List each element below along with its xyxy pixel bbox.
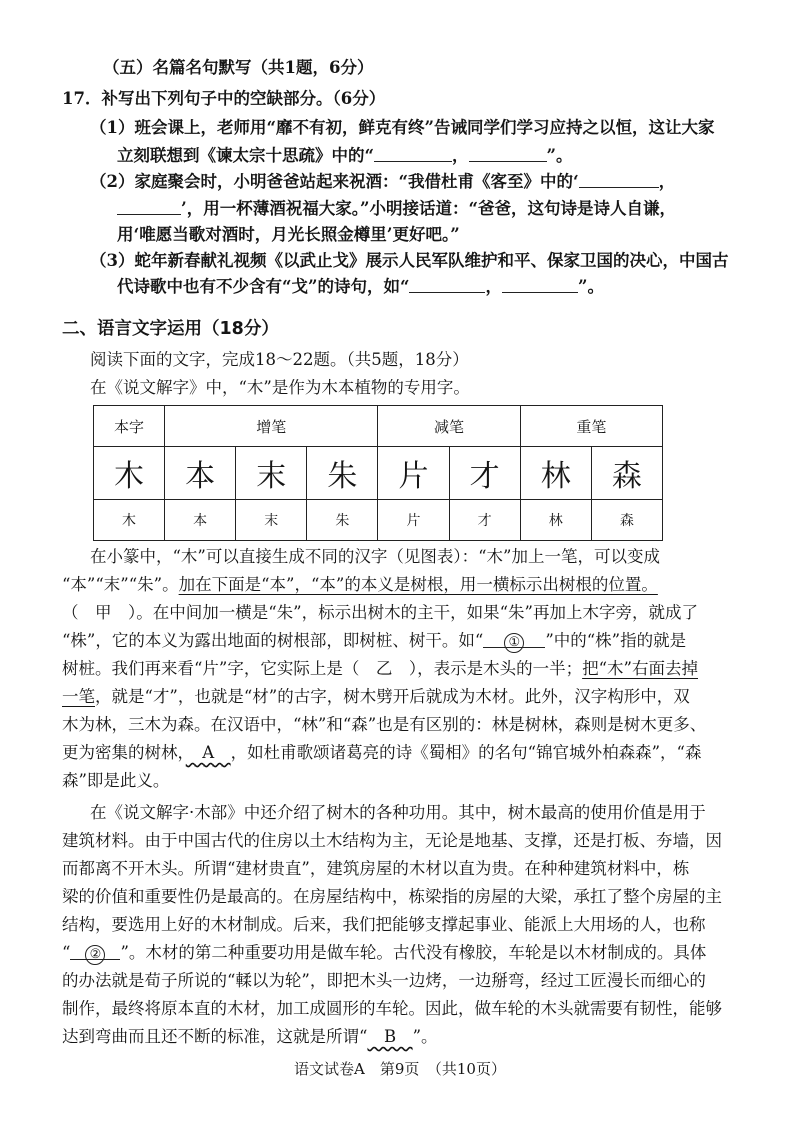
modern-char: 片 [378, 500, 449, 541]
blank-1[interactable] [483, 631, 545, 648]
para1-text: ，如杜甫歌颂诸葛亮的诗《蜀相》的名句“锦官城外柏森森”，“森 [230, 743, 702, 762]
modern-char: 本 [165, 500, 236, 541]
para2-text: “ [62, 943, 71, 962]
circled-number-1: ① [504, 633, 524, 653]
question-17-stem: 17．补写出下列句子中的空缺部分。（6分） [62, 89, 386, 108]
para1-text: 树桩。我们再来看“片”字，它实际上是（ 乙 ），表示是木头的一半； [62, 659, 583, 678]
q17-part2-line2 [117, 198, 676, 220]
para2-line: 而都离不开木头。所谓“建材贵直”，建筑房屋的木材以直为贵。在种种建筑材料中，栋 [62, 859, 690, 878]
q17-part1-line2 [117, 145, 573, 167]
para1-line: 木为林，三木为森。在汉语中，“林”和“森”也是有区别的：林是树林，森则是树木更多、 [62, 715, 707, 734]
seal-glyph: 才 [449, 447, 520, 500]
modern-char: 末 [236, 500, 307, 541]
q17-part3-end: ”。 [577, 277, 604, 296]
blank-2[interactable] [70, 943, 120, 960]
seal-glyph: 林 [520, 447, 591, 500]
modern-char: 才 [449, 500, 520, 541]
seal-glyph: 本 [165, 447, 236, 500]
blank-A[interactable]: A [185, 743, 231, 762]
q17-part1-comma: ， [452, 146, 469, 165]
q17-part2-text: （2）家庭聚会时，小明爸爸站起来祝酒：“我借杜甫《客至》中的‘ [90, 172, 579, 191]
para1-text: ”中的“株”指的就是 [545, 631, 687, 650]
para1-text: “本”“末”“朱”。 [62, 575, 179, 594]
para2-line [62, 942, 706, 964]
passage-intro: 在《说文解字》中，“木”是作为木本植物的专用字。 [90, 378, 470, 397]
q17-part3-comma: ， [485, 277, 502, 296]
para1-line [62, 686, 690, 708]
para1-line [62, 574, 658, 596]
para2-last-line [62, 1026, 438, 1048]
para2-line: 制作，最终将原本直的木材，加工成圆形的车轮。因此，做车轮的木头就需要有韧性，能够 [62, 999, 722, 1018]
reading-instruction: 阅读下面的文字，完成18～22题。（共5题，18分） [90, 350, 469, 369]
para1-text: ，就是“才”，也就是“材”的古字，树木劈开后就成为木材。此外，汉字构形中，双 [95, 687, 690, 706]
para1-text: “株”，它的本义为露出地面的树根部，即树桩、树干。如“ [62, 631, 484, 650]
para1-line [62, 742, 701, 764]
answer-blank[interactable] [579, 171, 659, 188]
para2-text: 达到弯曲而且还不断的标准，这就是所谓“ [62, 1027, 368, 1046]
seal-glyph: 末 [236, 447, 307, 500]
seal-glyph: 朱 [307, 447, 378, 500]
q17-part2-comma: ， [658, 172, 676, 191]
header-add-stroke: 增笔 [165, 406, 378, 447]
modern-char: 林 [520, 500, 591, 541]
answer-blank[interactable] [374, 145, 452, 162]
section-heading: （五）名篇名句默写（共1题，6分） [103, 58, 374, 77]
answer-blank[interactable] [117, 198, 181, 215]
character-table [93, 405, 663, 541]
para2-line: 的办法就是荀子所说的“輮以为轮”，即把木头一边烤，一边掰弯，经过工匠漫长而细心的 [62, 971, 706, 990]
para1-line: （ 甲 ）。在中间加一横是“朱”，标示出树木的主干，如果“朱”再加上木字旁，就成了 [62, 603, 698, 622]
para1-text: 更为密集的树林， [62, 743, 186, 762]
part-two-heading: 二、语言文字运用（18分） [62, 319, 279, 339]
underlined-sentence: 加在下面是“本”，“本”的本义是树根，用一横标示出树根的位置。 [178, 575, 658, 594]
answer-blank[interactable] [469, 145, 547, 162]
seal-script-row [94, 447, 663, 500]
para1-line: 在小篆中，“木”可以直接生成不同的汉字（见图表）：“木”加上一笔，可以变成 [90, 547, 660, 566]
answer-blank[interactable] [409, 276, 485, 293]
modern-char: 木 [94, 500, 165, 541]
q17-part2-line1 [90, 171, 675, 193]
para1-line: 森”即是此义。 [62, 771, 170, 790]
para2-line: 在《说文解字·木部》中还介绍了树木的各种功用。其中，树木最高的使用价值是用于 [90, 803, 706, 822]
blank-B[interactable]: B [367, 1027, 413, 1046]
seal-glyph: 森 [591, 447, 662, 500]
page-footer: 语文试卷A 第9页 （共10页） [294, 1060, 506, 1078]
q17-part3-text: 代诗歌中也有不少含有“戈”的诗句，如“ [117, 277, 410, 296]
para2-text: ”。 [412, 1027, 438, 1046]
circled-number-2: ② [85, 945, 105, 965]
modern-char-row [94, 500, 663, 541]
seal-glyph: 片 [378, 447, 449, 500]
q17-part2-line3: 用‘唯愿当歌对酒时，月光长照金樽里’更好吧。” [117, 225, 460, 244]
para2-text: ”。木材的第二种重要功用是做车轮。古代没有橡胶，车轮是以木材制成的。具体 [120, 943, 707, 962]
q17-part1-line1: （1）班会课上，老师用“靡不有初，鲜克有终”告诫同学们学习应持之以恒，这让大家 [90, 118, 715, 137]
table-header-row [94, 406, 663, 447]
header-repeat-stroke: 重笔 [520, 406, 662, 447]
underlined-sentence: 一笔 [62, 687, 95, 706]
para2-line: 梁的价值和重要性仍是最高的。在房屋结构中，栋梁指的房屋的大梁，承扛了整个房屋的主 [62, 887, 722, 906]
header-base-char: 本字 [94, 406, 165, 447]
para2-line: 结构，要选用上好的木材制成。后来，我们把能够支撑起事业、能派上大用场的人，也称 [62, 915, 706, 934]
q17-part2-text2: ’，用一杯薄酒祝福大家。”小明接话道：“爸爸，这句诗是诗人自谦， [181, 199, 676, 218]
q17-part1-end: ”。 [546, 146, 573, 165]
para2-line: 建筑材料。由于中国古代的住房以土木结构为主，无论是地基、支撑，还是打板、夯墙，因 [62, 831, 722, 850]
para1-line [62, 658, 698, 680]
para1-line [62, 630, 686, 652]
q17-part1-text: 立刻联想到《谏太宗十思疏》中的“ [117, 146, 374, 165]
modern-char: 森 [591, 500, 662, 541]
seal-glyph: 木 [94, 447, 165, 500]
answer-blank[interactable] [502, 276, 578, 293]
q17-part3-line2 [117, 276, 604, 298]
underlined-sentence: 把“木”右面去掉 [582, 659, 698, 678]
modern-char: 朱 [307, 500, 378, 541]
header-remove-stroke: 减笔 [378, 406, 520, 447]
q17-part3-line1: （3）蛇年新春献礼视频《以武止戈》展示人民军队维护和平、保家卫国的决心，中国古 [90, 251, 729, 270]
